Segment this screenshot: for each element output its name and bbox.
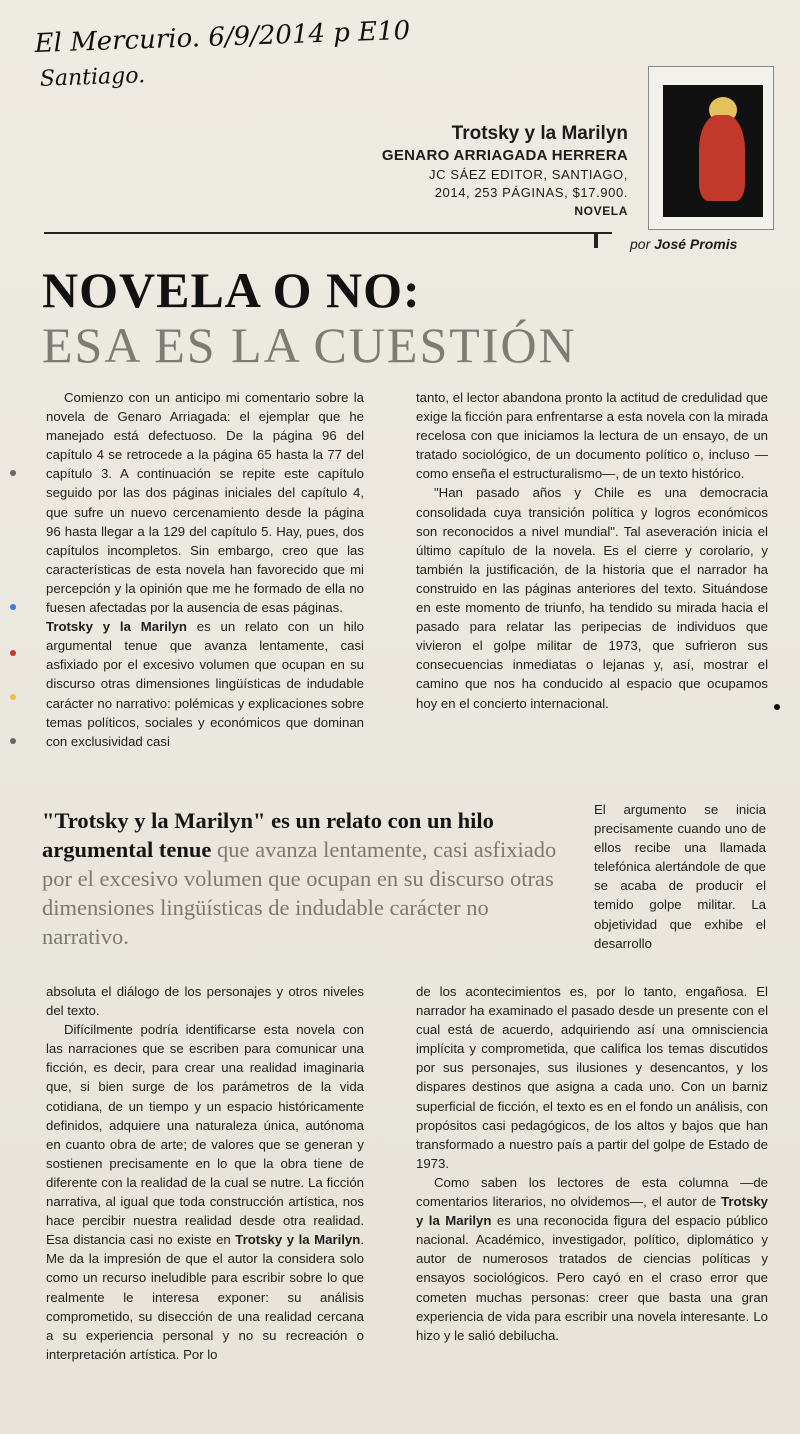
header-rule: [44, 232, 612, 234]
margin-mark: [10, 470, 16, 476]
handwritten-note: [34, 13, 412, 98]
book-genre: NOVELA: [574, 204, 628, 218]
paragraph: absoluta el diálogo de los personajes y otros niveles del texto.: [46, 984, 364, 1019]
book-publisher: JC SÁEZ EDITOR, SANTIAGO,: [429, 167, 628, 182]
column-right-top: [416, 388, 768, 713]
paragraph: Comienzo con un anticipo mi comentario sobre la novela de Genaro Arriagada: el ejemplar que he manejado está defectuoso. De la página 96 del capítulo 4 se retrocede a la página 65 hasta la 77 del capítulo 3. A continuación se repite este capítulo seguido por las dos páginas iniciales del capítulo 4, que sufre un nuevo cercenamiento desde la página 96 hasta llegar a la 129 del capítulo 5. Hay, pues, dos capítulos incompletos. Sin embargo, creo que las características de esta novela han favorecido que mi percepción y la opinión que me he formado de ella no fuesen afectadas por la ausencia de esas páginas.: [46, 390, 364, 616]
book-title-inline: Trotsky y la Marilyn: [235, 1232, 361, 1248]
handwritten-city-line: Santiago.: [39, 63, 146, 92]
book-info-box: [308, 122, 628, 220]
margin-mark: [774, 704, 780, 710]
byline-prefix: por: [630, 236, 651, 252]
paragraph: de los acontecimientos es, por lo tanto, engañosa. El narrador ha examinado el pasado desde un presente con el cual está de acuerdo, adquiriendo así una omnisciencia implícita y comprometida, que califica los temas discutidos por sus personajes, sus ilusiones y desencantos, y los dispares destinos que asigna a cada uno. Con un barniz superficial de ficción, el texto es en el fondo un análisis, con propósitos casi pedagógicos, de los altos y bajos que han transformado a nuestro país a partir del golpe de Estado de 1973.: [416, 984, 768, 1171]
column-right-narrow: [594, 800, 766, 953]
paragraph-text: Difícilmente podría identificarse esta novela con las narraciones que se escriben para comunicar una ficción, es decir, para crear una realidad imaginaria que, si bien surge de los parámetros de la vida cotidiana, de un tiempo y un espacio históricamente definidos, adquiere una naturaleza única, autónoma en cuanto obra de arte; de valores que se generan y sostienen precisamente en lo que la obra tiene de diferente con la realidad de la cual se nutre. La ficción narrativa, al igual que toda construcción artística, nos hace percibir nuestra realidad desde otra realidad. Esa distancia casi no existe en: [46, 1022, 364, 1248]
paragraph-text: es una reconocida figura del espacio público nacional. Académico, investigador, político, diplomático y autor de numerosos tratados de ciencias políticas y ensayos sociológicos. Pero cayó en el craso error que cometen muchas personas: creer que basta una gran experiencia de vida para escribir una novela interesante. Lo hizo y le salió debilucha.: [416, 1213, 768, 1343]
pull-quote-soft: que avanza lentamente, casi asfixiado por el excesivo volumen que ocupan en su discurso otras dimensiones lingüísticas de indudable carácter no narrativo.: [42, 837, 557, 949]
column-left-bottom: [46, 982, 364, 1364]
paragraph: [46, 617, 364, 751]
book-details: 2014, 253 PÁGINAS, $17.900.: [434, 185, 628, 200]
pull-quote-strong: "Trotsky y la Marilyn" es un relato con un hilo argumental tenue: [42, 808, 494, 862]
paragraph: tanto, el lector abandona pronto la actitud de credulidad que exige la ficción para enfrentarse a esta novela con la mirada recelosa con que iniciamos la lectura de un ensayo, de un tratado sociológico, de un documento político o, incluso —como enseña el estructuralismo—, de un texto histórico.: [416, 390, 768, 482]
book-title-inline: Trotsky y la Marilyn: [46, 619, 187, 635]
margin-mark: [10, 650, 16, 656]
paragraph-text: Como saben los lectores de esta columna —de comentarios literarios, no olvidemos—, el autor de: [416, 1174, 768, 1210]
handwritten-source-line: El Mercurio. 6/9/2014 p E10: [34, 15, 411, 59]
cover-artwork: [663, 85, 763, 217]
margin-mark: [10, 738, 16, 744]
book-author: GENARO ARRIAGADA HERRERA: [381, 147, 628, 164]
book-cover-image: [648, 66, 774, 230]
column-left-top: [46, 388, 364, 751]
byline-name: José Promis: [654, 236, 738, 252]
byline: [630, 236, 737, 252]
paragraph-text: . Me da la impresión de que el autor la considera solo como un recurso ineludible para escribir sobre lo que realmente le interesa exponer: su análisis comprometido, su disección de una realidad cercana a su experiencia personal y no su recreación o interpretación artística. Por lo: [46, 1232, 364, 1362]
paragraph-text: es un relato con un hilo argumental tenue que avanza lentamente, casi asfixiado por el excesivo volumen que ocupan en su discurso otras dimensiones lingüísticas de indudable carácter no narrativo: polémicas y explicaciones sobre temas políticos, sociales y económicos que dominan con exclusividad casi: [46, 619, 365, 749]
header-rule-tick: [594, 232, 598, 248]
paragraph: [46, 1020, 364, 1364]
paragraph: [416, 1173, 768, 1345]
headline-line-1: NOVELA O NO:: [42, 262, 421, 318]
book-title: Trotsky y la Marilyn: [451, 123, 628, 144]
paragraph: El argumento se inicia precisamente cuando uno de ellos recibe una llamada telefónica alertándole de que se acaba de producir el temido golpe militar. La objetividad que exhibe el desarrollo: [594, 802, 766, 951]
margin-mark: [10, 694, 16, 700]
margin-mark: [10, 604, 16, 610]
book-title-inline: Trotsky y la Marilyn: [416, 1194, 768, 1229]
paragraph: "Han pasado años y Chile es una democracia consolidada cuya transición política y logros económicos son reconocidos a nivel mundial". Tal aseveración inicia el último capítulo de la novela. Es el cierre y corolario, y también la justificación, de la historia que el narrador ha construido en las páginas anteriores del texto. Situándose en este momento de triunfo, ha tendido su mirada hacia el pasado para relatar las peripecias de individuos que vivieron el golpe militar de 1973, que sufrieron sus consecuencias inmediatas o lejanas y, así, mostrar el camino que nos ha conducido al espacio que ocupamos hoy en el concierto internacional.: [416, 485, 768, 711]
pull-quote: [42, 806, 570, 951]
column-right-bottom: [416, 982, 768, 1345]
headline-line-2: ESA ES LA CUESTIÓN: [42, 317, 577, 373]
cover-figure-dress: [699, 115, 745, 201]
